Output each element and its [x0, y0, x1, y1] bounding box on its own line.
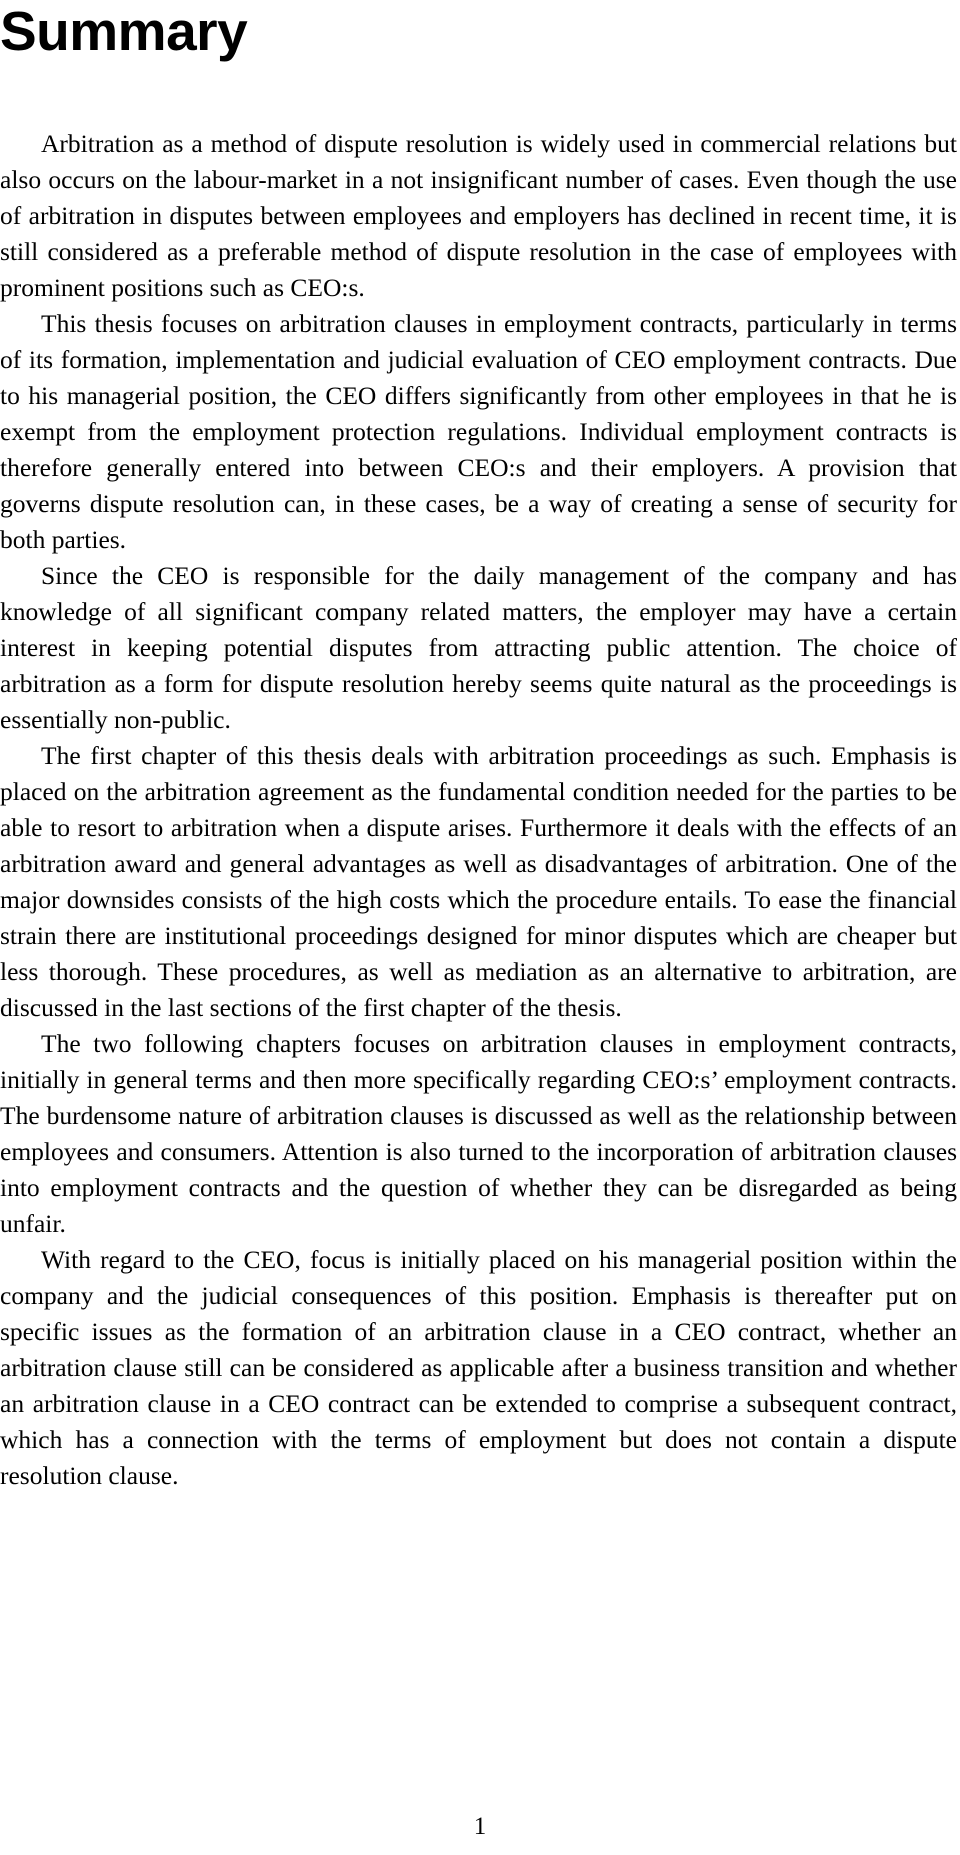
paragraph-6: With regard to the CEO, focus is initially placed on his managerial position within the company and the judicial consequences of this position. Emphasis is thereafter put on specific issues as the formation of an arbitration clause in a CEO contract, whether an arbitration clause still can be considered as applicable after a business transition and whether an arbitration clause in a CEO contract can be extended to comprise a subsequent contract, which has a connection with the terms of employment but does not contain a dispute resolution clause.	[0, 1245, 957, 1490]
paragraph-2: This thesis focuses on arbitration clauses in employment contracts, particularly in terms of its formation, implementation and judicial evaluation of CEO employment contracts. Due to his managerial position, the CEO differs significantly from other employees in that he is exempt from the employment protection regulations. Individual employment contracts is therefore generally entered into between CEO:s and their employers. A provision that governs dispute resolution can, in these cases, be a way of creating a sense of security for both parties.	[0, 309, 957, 554]
page-number: 1	[473, 1813, 487, 1840]
paragraph-3: Since the CEO is responsible for the daily management of the company and has knowledge of all significant company related matters, the employer may have a certain interest in keeping potential disputes from attracting public attention. The choice of arbitration as a form for dispute resolution hereby seems quite natural as the proceedings is essentially non-public.	[0, 561, 957, 734]
paragraph-4: The first chapter of this thesis deals with arbitration proceedings as such. Emphasis is placed on the arbitration agreement as the fundamental condition needed for the parties to be able to resort to arbitration when a dispute arises. Furthermore it deals with the effects of an arbitration award and general advantages as well as disadvantages of arbitration. One of the major downsides consists of the high costs which the procedure entails. To ease the financial strain there are institutional proceedings designed for minor disputes which are cheaper but less thorough. These procedures, as well as mediation as an alternative to arbitration, are discussed in the last sections of the first chapter of the thesis.	[0, 741, 957, 1022]
summary-body	[0, 126, 957, 1494]
paragraph-1: Arbitration as a method of dispute resolution is widely used in commercial relations but also occurs on the labour-market in a not insignificant number of cases. Even though the use of arbitration in disputes between employees and employers has declined in recent time, it is still considered as a preferable method of dispute resolution in the case of employees with prominent positions such as CEO:s.	[0, 129, 957, 302]
paragraph-5: The two following chapters focuses on arbitration clauses in employment contracts, initially in general terms and then more specifically regarding CEO:s’ employment contracts. The burdensome nature of arbitration clauses is discussed as well as the relationship between employees and consumers. Attention is also turned to the incorporation of arbitration clauses into employment contracts and the question of whether they can be disregarded as being unfair.	[0, 1029, 957, 1238]
page-title: Summary	[0, 0, 248, 62]
